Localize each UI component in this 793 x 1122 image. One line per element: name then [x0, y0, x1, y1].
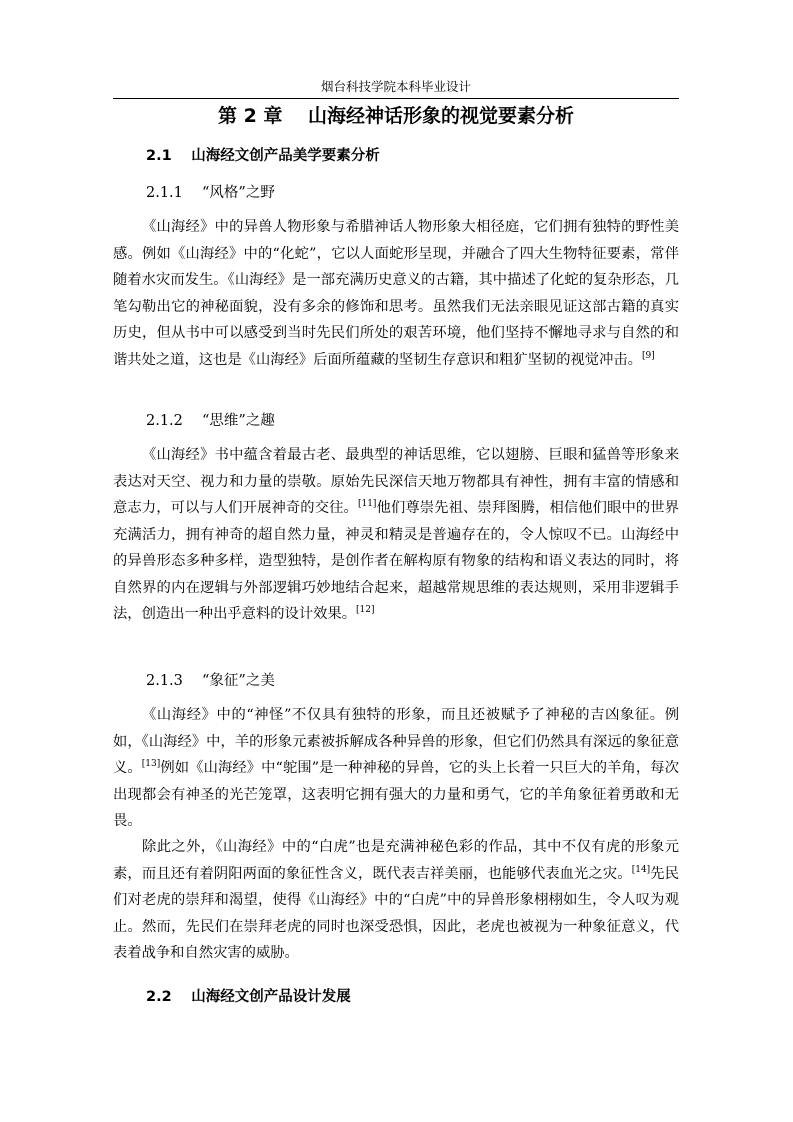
paragraph-text: 他们尊崇先祖、崇拜图腾，相信他们眼中的世界充满活力，拥有神奇的超自然力量，神灵和精灵是普遍存在的，令人惊叹不已。山海经中的异兽形态多种多样，造型独特，是创作者在解构原有物象的结构和语义表达的同时，将自然界的内在逻辑与外部逻辑巧妙地结合起来，超越常规思维的表达规则，采用非逻辑手法，创造出一种出乎意料的设计效果。 — [113, 500, 680, 622]
paragraph-text: 除此之外，《山海经》中的“白虎”也是充满神秘色彩的作品，其中不仅有虎的形象元素，而且还有着阴阳两面的象征性含义，既代表吉祥美丽，也能够代表血光之灾。 — [113, 839, 679, 882]
chapter-title: 第 2 章 山海经神话形象的视觉要素分析 — [217, 105, 575, 127]
section-title: 山海经文创产品设计发展 — [191, 989, 351, 1005]
paragraph-style — [113, 214, 679, 373]
paragraph-white-tiger — [113, 834, 679, 967]
running-header: 烟台科技学院本科毕业设计 — [320, 79, 471, 94]
subsection-title: “思维”之趣 — [202, 413, 275, 429]
citation: [9] — [641, 350, 655, 361]
subsection-number: 2.1.1 — [146, 185, 183, 201]
citation: [14] — [631, 864, 651, 875]
citation: [13] — [141, 759, 161, 770]
citation: [11] — [357, 499, 377, 510]
paragraph-text: 《山海经》书中蕴含着最古老、最典型的神话思维，它以翅膀、巨眼和猛兽等形象来表达对天空、视力和力量的崇敬。原始先民深信天地万物都具有神性，拥有丰富的情感和意志力，可以与人们开展神奇的交往。 — [113, 447, 679, 516]
section-number: 2.1 — [146, 148, 172, 164]
paragraph-text: 例如《山海经》中“鸵围”是一种神秘的异兽，它的头上长着一只巨大的羊角，每次出现都会有神圣的光芒笼罩，这表明它拥有强大的力量和勇气，它的羊角象征着勇敢和无畏。 — [113, 760, 679, 829]
subsection-title: “风格”之野 — [202, 185, 275, 201]
section-title: 山海经文创产品美学要素分析 — [191, 148, 380, 164]
header-rule — [113, 98, 679, 99]
subsection-title: “象征”之美 — [202, 673, 275, 689]
subsection-number: 2.1.3 — [146, 673, 183, 689]
subsection-number: 2.1.2 — [146, 413, 183, 429]
paragraph-text: 先民们对老虎的崇拜和渴望，使得《山海经》中的“白虎”中的异兽形象栩栩如生，令人叹为观止。然而，先民们在崇拜老虎的同时也深受恐惧，因此，老虎也被视为一种象征意义，代表着战争和自然灾害的威胁。 — [113, 865, 680, 961]
paragraph-text: 《山海经》中的“神怪”不仅具有独特的形象，而且还被赋予了神秘的吉凶象征。例如，《山海经》中，羊的形象元素被拆解成各种异兽的形象，但它们仍然具有深远的象征意义。 — [113, 707, 679, 776]
section-heading-2-2 — [146, 986, 351, 1008]
subsection-heading-2-1-2 — [146, 410, 275, 432]
paragraph-text: 《山海经》中的异兽人物形象与希腊神话人物形象大相径庭，它们拥有独特的野性美感。例如《山海经》中的“化蛇”，它以人面蛇形呈现，并融合了四大生物特征要素，常伴随着水灾而发生。《山海经》是一部充满历史意义的古籍，其中描述了化蛇的复杂形态，几笔勾勒出它的神秘面貌，没有多余的修饰和思考。虽然我们无法亲眼见证这部古籍的真实历史，但从书中可以感受到当时先民们所处的艰苦环境，他们坚持不懈地寻求与自然的和谐共处之道，这也是《山海经》后面所蕴藏的坚韧生存意识和粗犷坚韧的视觉冲击。 — [113, 219, 679, 368]
subsection-heading-2-1-1 — [146, 182, 275, 204]
subsection-heading-2-1-3 — [146, 670, 275, 692]
section-heading-2-1 — [146, 145, 380, 167]
section-number: 2.2 — [146, 989, 172, 1005]
citation: [12] — [356, 605, 375, 616]
paragraph-symbolism — [113, 702, 679, 835]
paragraph-thinking — [113, 442, 679, 628]
